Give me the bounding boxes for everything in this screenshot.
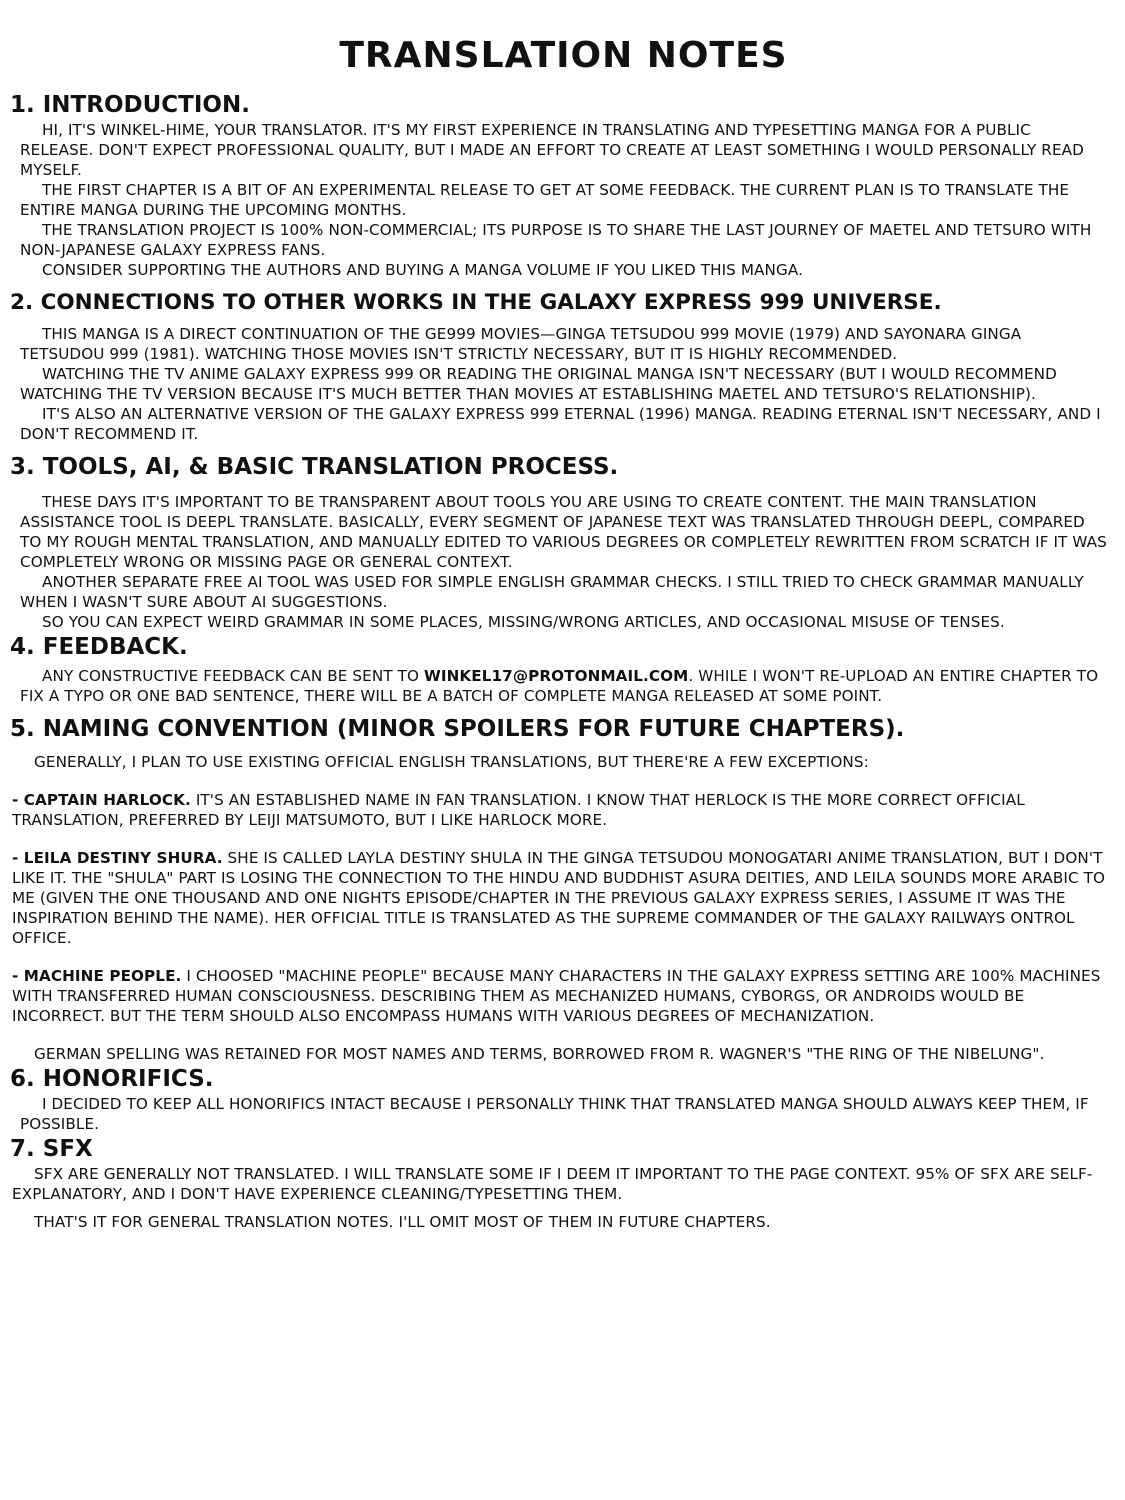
feedback-text-after: . WHILE I WON'T RE-UPLOAD AN ENTIRE CHAPTER TO FIX A TYPO OR ONE BAD SENTENCE, THERE WILL BE A BATCH OF COMPLETE MANGA RELEASED AT SOME POINT. <box>20 667 1099 705</box>
naming-term: - LEILA DESTINY SHURA. <box>12 849 223 867</box>
section-introduction <box>10 90 1117 280</box>
paragraph: THE TRANSLATION PROJECT IS 100% NON-COMMERCIAL; ITS PURPOSE IS TO SHARE THE LAST JOURNEY OF MAETEL AND TETSURO WITH NON-JAPANESE GALAXY EXPRESS FANS. <box>20 221 1092 259</box>
paragraph: IT'S ALSO AN ALTERNATIVE VERSION OF THE GALAXY EXPRESS 999 ETERNAL (1996) MANGA. READING ETERNAL ISN'T NECESSARY, AND I DON'T RECOMMEND IT. <box>20 405 1101 443</box>
paragraph: THIS MANGA IS A DIRECT CONTINUATION OF THE GE999 MOVIES—GINGA TETSUDOU 999 MOVIE (1979) AND SAYONARA GINGA TETSUDOU 999 (1981). WATCHING THOSE MOVIES ISN'T STRICTLY NECESSARY, BUT IT IS HIGHLY RECOMMENDED. <box>20 325 1022 363</box>
section-connections <box>10 288 1117 444</box>
naming-intro: GENERALLY, I PLAN TO USE EXISTING OFFICIAL ENGLISH TRANSLATIONS, BUT THERE'RE A FEW EXCEPTIONS: <box>34 753 869 771</box>
paragraph: SFX ARE GENERALLY NOT TRANSLATED. I WILL TRANSLATE SOME IF I DEEM IT IMPORTANT TO THE PAGE CONTEXT. 95% OF SFX ARE SELF-EXPLANATORY, AND I DON'T HAVE EXPERIENCE CLEANING/TYPESETTING THEM. <box>12 1165 1093 1203</box>
naming-description: SHE IS CALLED LAYLA DESTINY SHULA IN THE GINGA TETSUDOU MONOGATARI ANIME TRANSLATION, BUT I DON'T LIKE IT. THE "SHULA" PART IS LOSING THE CONNECTION TO THE HINDU AND BUDDHIST ASURA DEITIES, AND LEILA SOUNDS MORE ARABIC TO ME (GIVEN THE ONE THOUSAND AND ONE NIGHTS EPISODE/CHAPTER IN THE PREVIOUS GALAXY EXPRESS SERIES, I ASSUME IT WAS THE INSPIRATION BEHIND THE NAME). HER OFFICIAL TITLE IS TRANSLATED AS THE SUPREME COMMANDER OF THE GALAXY RAILWAYS ONTROL OFFICE. <box>12 849 1106 947</box>
section-heading: 2. CONNECTIONS TO OTHER WORKS IN THE GALAXY EXPRESS 999 UNIVERSE. <box>10 290 942 315</box>
section-tools <box>10 452 1117 632</box>
feedback-email-link[interactable]: WINKEL17@PROTONMAIL.COM <box>423 667 689 685</box>
section-heading: 6. HONORIFICS. <box>10 1066 214 1092</box>
section-feedback <box>10 632 1117 706</box>
paragraph: HI, IT'S WINKEL-HIME, YOUR TRANSLATOR. IT'S MY FIRST EXPERIENCE IN TRANSLATING AND TYPESETTING MANGA FOR A PUBLIC RELEASE. DON'T EXPECT PROFESSIONAL QUALITY, BUT I MADE AN EFFORT TO CREATE AT LEAST SOMETHING I WOULD PERSONALLY READ MYSELF. <box>20 121 1084 179</box>
naming-item-leila <box>12 848 1107 948</box>
paragraph: WATCHING THE TV ANIME GALAXY EXPRESS 999 OR READING THE ORIGINAL MANGA ISN'T NECESSARY (BUT I WOULD RECOMMEND WATCHING THE TV VERSION BECAUSE IT'S MUCH BETTER THAN MOVIES AT ESTABLISHING MAETEL AND TETSURO'S RELATIONSHIP). <box>20 365 1057 403</box>
section-heading: 5. NAMING CONVENTION (MINOR SPOILERS FOR FUTURE CHAPTERS). <box>10 716 905 742</box>
paragraph: SO YOU CAN EXPECT WEIRD GRAMMAR IN SOME PLACES, MISSING/WRONG ARTICLES, AND OCCASIONAL MISUSE OF TENSES. <box>42 613 1005 631</box>
feedback-paragraph <box>20 666 1107 706</box>
naming-item-machine-people <box>12 966 1107 1026</box>
section-heading: 4. FEEDBACK. <box>10 634 188 660</box>
section-naming-convention <box>10 714 1117 1064</box>
closing-paragraph: THAT'S IT FOR GENERAL TRANSLATION NOTES. I'LL OMIT MOST OF THEM IN FUTURE CHAPTERS. <box>34 1213 771 1231</box>
feedback-text-before: ANY CONSTRUCTIVE FEEDBACK CAN BE SENT TO <box>42 667 424 685</box>
paragraph: ANOTHER SEPARATE FREE AI TOOL WAS USED FOR SIMPLE ENGLISH GRAMMAR CHECKS. I STILL TRIED TO CHECK GRAMMAR MANUALLY WHEN I WASN'T SURE ABOUT AI SUGGESTIONS. <box>20 573 1084 611</box>
section-heading: 1. INTRODUCTION. <box>10 92 250 118</box>
paragraph: THESE DAYS IT'S IMPORTANT TO BE TRANSPARENT ABOUT TOOLS YOU ARE USING TO CREATE CONTENT. THE MAIN TRANSLATION ASSISTANCE TOOL IS DEEPL TRANSLATE. BASICALLY, EVERY SEGMENT OF JAPANESE TEXT WAS TRANSLATED THROUGH DEEPL, COMPARED TO MY ROUGH MENTAL TRANSLATION, AND MANUALLY EDITED TO VARIOUS DEGREES OR COMPLETELY REWRITTEN FROM SCRATCH IF IT WAS COMPLETELY WRONG OR MISSING PAGE OR GENERAL CONTEXT. <box>20 493 1107 571</box>
naming-outro: GERMAN SPELLING WAS RETAINED FOR MOST NAMES AND TERMS, BORROWED FROM R. WAGNER'S "THE RING OF THE NIBELUNG". <box>34 1045 1045 1063</box>
section-heading: 7. SFX <box>10 1136 93 1162</box>
naming-term: - MACHINE PEOPLE. <box>12 967 182 985</box>
page-title: TRANSLATION NOTES <box>339 35 788 76</box>
naming-item-harlock <box>12 790 1107 830</box>
paragraph: I DECIDED TO KEEP ALL HONORIFICS INTACT BECAUSE I PERSONALLY THINK THAT TRANSLATED MANGA SHOULD ALWAYS KEEP THEM, IF POSSIBLE. <box>20 1095 1089 1133</box>
paragraph: THE FIRST CHAPTER IS A BIT OF AN EXPERIMENTAL RELEASE TO GET AT SOME FEEDBACK. THE CURRENT PLAN IS TO TRANSLATE THE ENTIRE MANGA DURING THE UPCOMING MONTHS. <box>20 181 1070 219</box>
paragraph: CONSIDER SUPPORTING THE AUTHORS AND BUYING A MANGA VOLUME IF YOU LIKED THIS MANGA. <box>42 261 804 279</box>
section-honorifics <box>10 1064 1117 1134</box>
naming-term: - CAPTAIN HARLOCK. <box>12 791 191 809</box>
naming-description: IT'S AN ESTABLISHED NAME IN FAN TRANSLATION. I KNOW THAT HERLOCK IS THE MORE CORRECT OFFICIAL TRANSLATION, PREFERRED BY LEIJI MATSUMOTO, BUT I LIKE HARLOCK MORE. <box>12 791 1025 829</box>
section-heading: 3. TOOLS, AI, & BASIC TRANSLATION PROCESS. <box>10 454 619 480</box>
naming-description: I CHOOSED "MACHINE PEOPLE" BECAUSE MANY CHARACTERS IN THE GALAXY EXPRESS SETTING ARE 100% MACHINES WITH TRANSFERRED HUMAN CONSCIOUSNESS. DESCRIBING THEM AS MECHANIZED HUMANS, CYBORGS, OR ANDROIDS WOULD BE INCORRECT. BUT THE TERM SHOULD ALSO ENCOMPASS HUMANS WITH VARIOUS DEGREES OF MECHANIZATION. <box>12 967 1101 1025</box>
section-sfx <box>10 1134 1117 1232</box>
